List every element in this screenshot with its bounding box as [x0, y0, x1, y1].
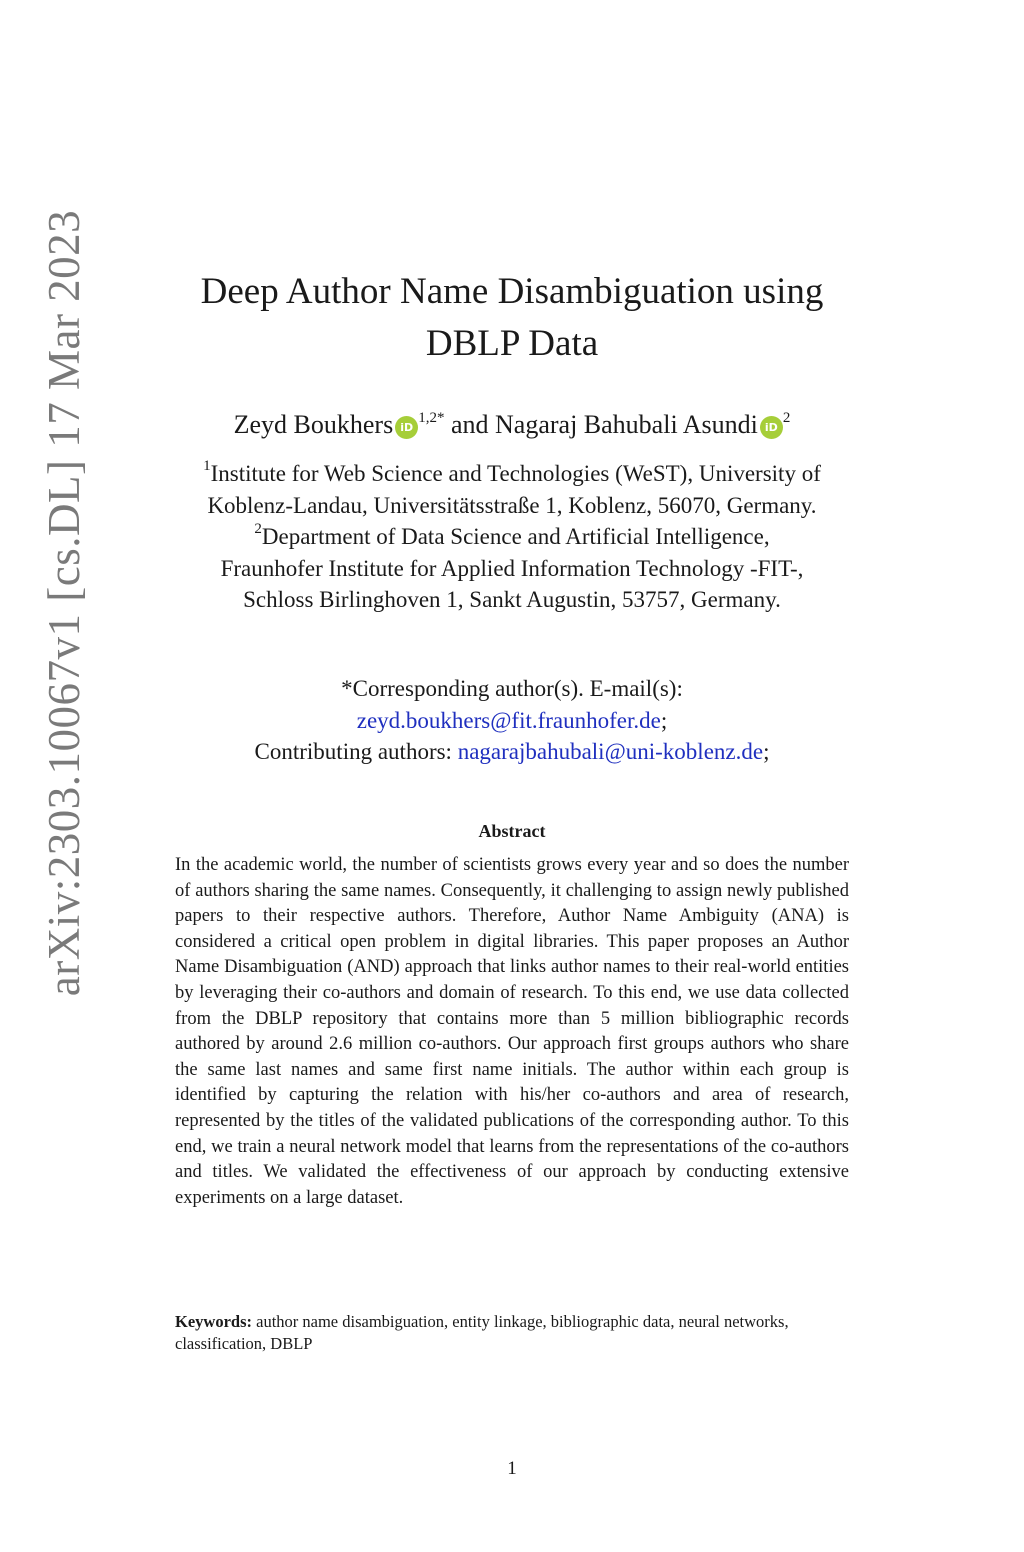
affiliation-2-line-3: Schloss Birlinghoven 1, Sankt Augustin, 53757, Germany.: [243, 587, 781, 612]
affiliation-2-line-1: $^2$Department of Data Science and Artificial Intelligence,: [254, 521, 770, 549]
affiliations: [130, 458, 894, 616]
contributing-authors-line: Contributing authors: nagarajbahubali@uni-koblenz.de;: [254, 739, 770, 764]
corresponding-email-line: zeyd.boukhers@fit.fraunhofer.de;: [356, 707, 668, 733]
author-1-affiliation-marker: 1,2*: [418, 410, 445, 426]
keywords-label: Keywords:: [175, 1312, 252, 1331]
arxiv-identifier-text: arXiv:2303.10067v1 [cs.DL] 17 Mar 2023: [39, 209, 89, 996]
keywords-text: author name disambiguation, entity linkage, bibliographic data, neural networks, classification, DBLP: [175, 1312, 789, 1353]
title-line-2: DBLP Data: [425, 323, 599, 364]
corresponding-author-email-link[interactable]: zeyd.boukhers@fit.fraunhofer.de: [356, 707, 661, 733]
arxiv-identifier-stamp: [32, 195, 96, 1010]
abstract-text: In the academic world, the number of scientists grows every year and so does the number of authors sharing the same names. Consequently, it challenging to assign newly published papers to their respective authors. Therefore, Author Name Ambiguity (ANA) is considered a critical open problem in digital libraries. This paper proposes an Author Name Disambiguation (AND) approach that links author names to their real-world entities by leveraging their co-authors and domain of research. To this end, we use data collected from the DBLP repository that contains more than 5 million bibliographic records authored by around 2.6 million co-authors. Our approach first groups authors who share the same last names and same first name initials. The author within each group is identified by capturing the relation with his/her co-authors and area of research, represented by the titles of the validated publications of the corresponding author. To this end, we train a neural network model that learns from the representations of the co-authors and titles. We validated the effectiveness of our approach by conducting extensive experiments on a large dataset.: [175, 855, 849, 1208]
paper-title: [150, 266, 874, 370]
keywords: [175, 1311, 849, 1355]
title-line-1: Deep Author Name Disambiguation using: [200, 271, 824, 312]
affiliation-2-marker: 2: [254, 521, 262, 537]
abstract-heading: Abstract: [478, 821, 546, 841]
correspondence-block: [150, 673, 874, 768]
affiliation-1-marker: 1: [203, 458, 211, 474]
author-list: [150, 405, 874, 445]
orcid-icon[interactable]: iD: [395, 416, 418, 439]
contributing-authors-label: Contributing authors:: [254, 739, 452, 764]
affiliation-2-line-2: Fraunhofer Institute for Applied Information Technology -FIT-,: [220, 555, 804, 581]
author-1-name: Zeyd Boukhers: [233, 410, 394, 439]
page-number: 1: [507, 1458, 517, 1479]
author-2-name: Nagaraj Bahubali Asundi: [495, 410, 758, 439]
corresponding-author-label: *Corresponding author(s). E-mail(s):: [341, 676, 683, 701]
author-conjunction: and: [450, 410, 489, 439]
affiliation-1-line-1: $^1$Institute for Web Science and Technologies (WeST), University of: [203, 458, 821, 486]
affiliation-1-line-2: Koblenz-Landau, Universitätsstraße 1, Koblenz, 56070, Germany.: [207, 492, 817, 518]
author-2-affiliation-marker: 2: [782, 410, 791, 426]
orcid-icon[interactable]: iD: [760, 416, 783, 439]
contributing-author-email-link[interactable]: nagarajbahubali@uni-koblenz.de: [457, 739, 764, 764]
